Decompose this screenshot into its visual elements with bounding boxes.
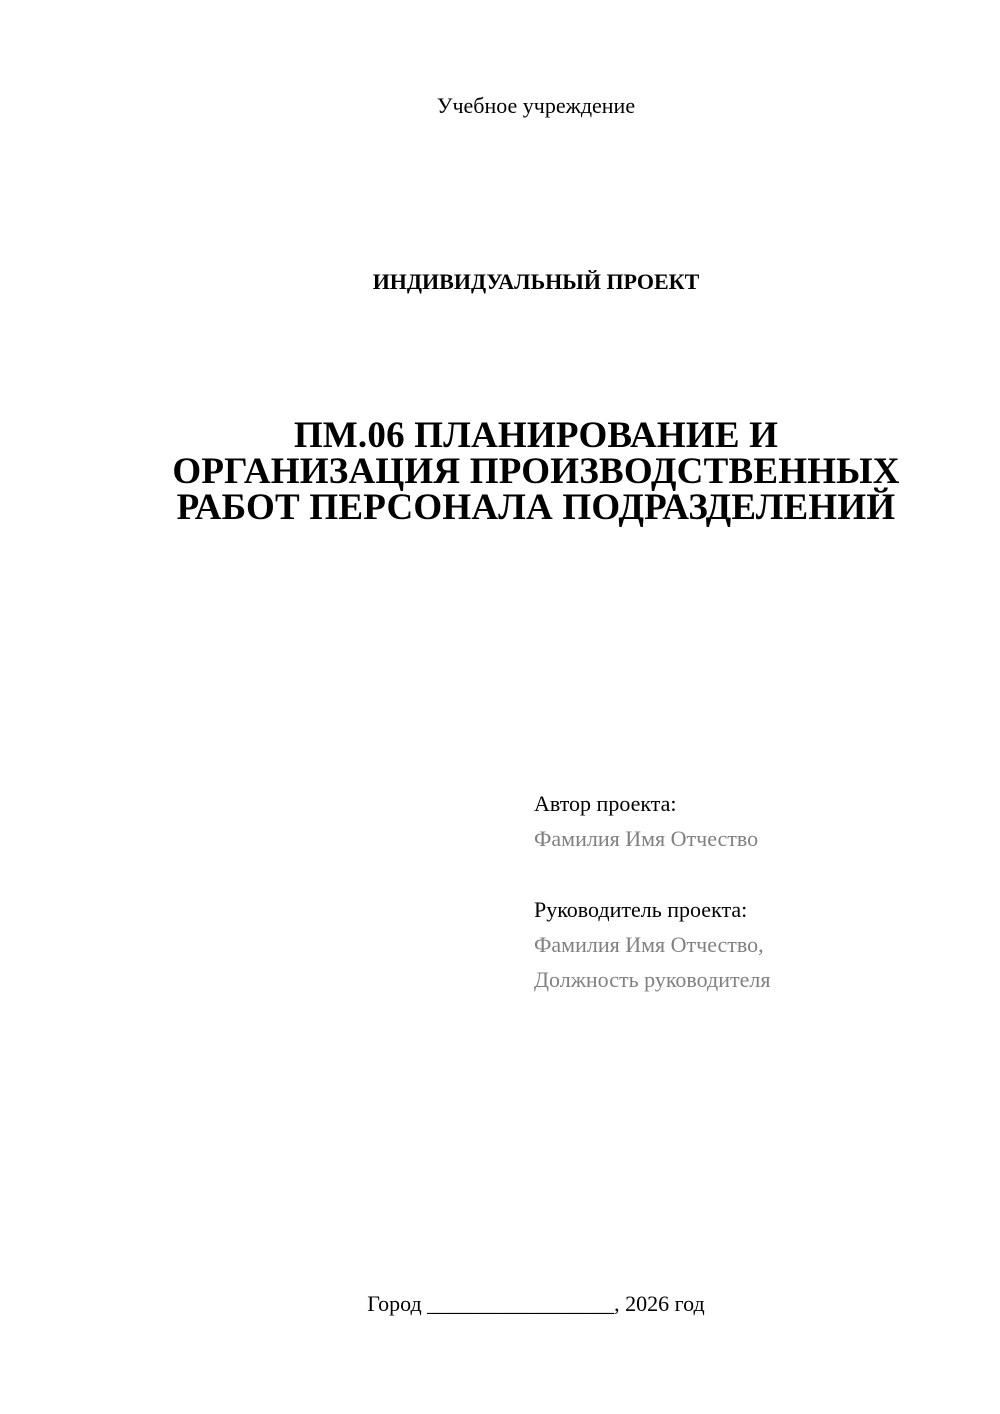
supervisor-name: Фамилия Имя Отчество, [534, 932, 764, 957]
supervisor-position: Должность руководителя [534, 967, 771, 992]
supervisor-label: Руководитель проекта: [534, 897, 748, 922]
author-label: Автор проекта: [534, 791, 677, 816]
institution-name: Учебное учреждение [436, 93, 636, 118]
spacer [534, 856, 974, 892]
title-line: РАБОТ ПЕРСОНАЛА ПОДРАЗДЕЛЕНИЙ [176, 487, 896, 528]
credits-block [534, 786, 974, 997]
city-year-footer: Город _________________, 2026 год [367, 1291, 705, 1316]
title-line: ПМ.06 ПЛАНИРОВАНИЕ И [293, 415, 779, 456]
author-name: Фамилия Имя Отчество [534, 826, 759, 851]
title-line: ОРГАНИЗАЦИЯ ПРОИЗВОДСТВЕННЫХ [172, 451, 900, 492]
project-title [100, 415, 972, 528]
document-type: ИНДИВИДУАЛЬНЫЙ ПРОЕКТ [372, 269, 700, 294]
